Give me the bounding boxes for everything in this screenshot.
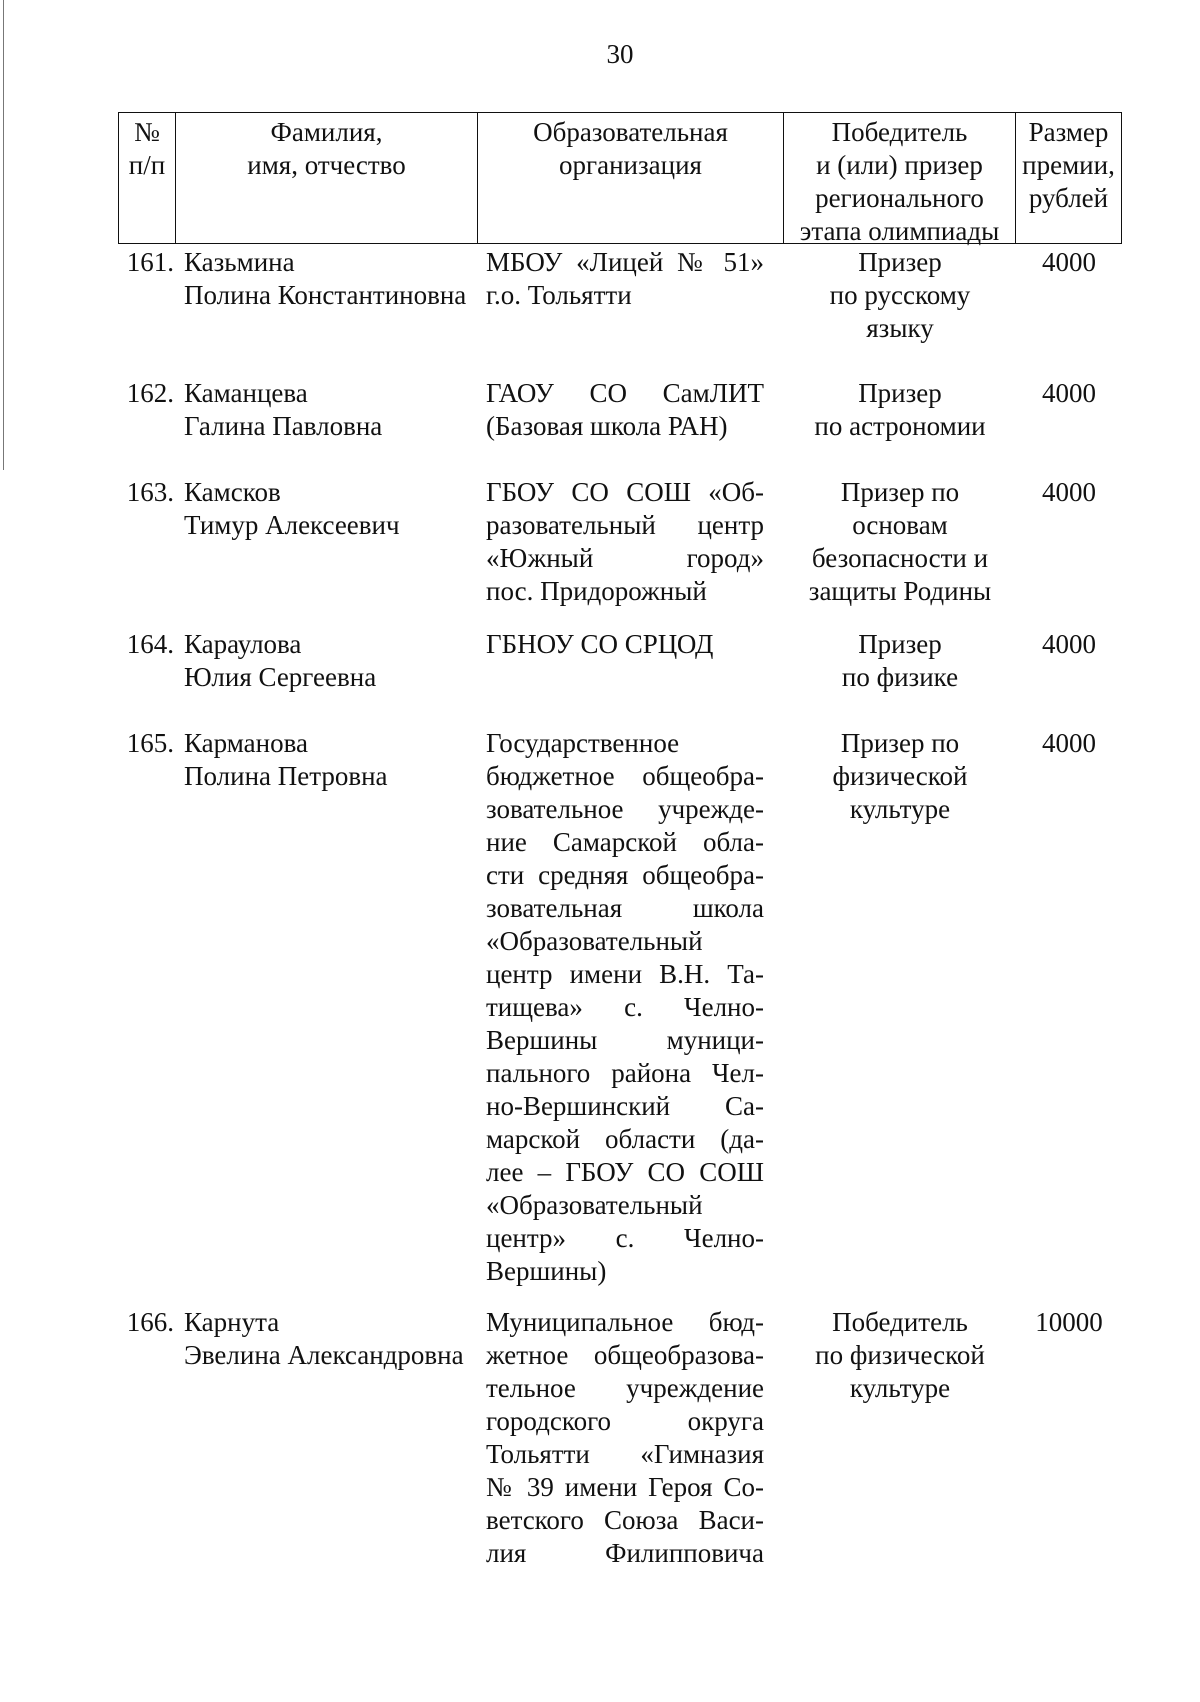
organization: МБОУ «Лицей № 51» г.о. Тольятти bbox=[486, 247, 764, 310]
organization: ГБОУ СО СОШ «Об- разовательный центр «Южный город» пос. Придорожный bbox=[486, 477, 764, 606]
organization: ГБНОУ СО СРЦОД bbox=[486, 629, 714, 659]
full-name: Каманцева Галина Павловна bbox=[184, 378, 383, 441]
prize-amount: 4000 bbox=[1042, 378, 1096, 408]
row-number: 166. bbox=[126, 1307, 174, 1337]
award: Призер по физической культуре bbox=[832, 728, 968, 824]
row-number: 164. bbox=[126, 629, 174, 659]
full-name: Камсков Тимур Алексеевич bbox=[184, 477, 400, 540]
award: Победитель по физической культуре bbox=[815, 1307, 985, 1403]
prize-amount: 4000 bbox=[1042, 629, 1096, 659]
prize-amount: 10000 bbox=[1035, 1307, 1103, 1337]
header-num: № п/п bbox=[128, 117, 166, 180]
header-award: Победитель и (или) призер регионального этапа олимпиады bbox=[783, 113, 1015, 243]
full-name: Казьмина Полина Константиновна bbox=[184, 247, 467, 310]
row-number: 163. bbox=[126, 477, 174, 507]
award: Призер по русскому языку bbox=[829, 247, 971, 343]
full-name: Карнута Эвелина Александровна bbox=[184, 1307, 464, 1370]
header-org: Образовательная организация bbox=[477, 113, 783, 243]
table-header bbox=[118, 112, 1122, 244]
organization: ГАОУ СО СамЛИТ (Базовая школа РАН) bbox=[486, 378, 764, 441]
organization: Муниципальное бюд- жетное общеобразова- тельное учреждение городского округа Тольятти «Гимназия № 39 имени Героя Со- ветского Союза Васи- лия Филипповича bbox=[486, 1307, 764, 1568]
full-name: Карманова Полина Петровна bbox=[184, 728, 388, 791]
prize-amount: 4000 bbox=[1042, 477, 1096, 507]
award: Призер по физике bbox=[841, 629, 959, 692]
organization: Государственное бюджетное общеобра- зовательное учрежде- ние Самарской обла- сти средняя общеобра- зовательная школа «Образовательный центр имени В.Н. Та- тищева» с. Челно- Вершины муници- пального района Чел- но-Вершинский Са- марской области (да- лее – ГБОУ СО СОШ «Образовательный центр» с. Челно- Вершины) bbox=[486, 728, 764, 1286]
page-number: 30 bbox=[606, 39, 634, 69]
row-number: 165. bbox=[126, 728, 174, 758]
row-number: 162. bbox=[126, 378, 174, 408]
prize-amount: 4000 bbox=[1042, 728, 1096, 758]
prize-amount: 4000 bbox=[1042, 247, 1096, 277]
award: Призер по основам безопасности и защиты Родины bbox=[808, 477, 992, 606]
header-fio: Фамилия, имя, отчество bbox=[175, 113, 477, 243]
full-name: Караулова Юлия Сергеевна bbox=[184, 629, 377, 692]
row-number: 161. bbox=[126, 247, 174, 277]
award: Призер по астрономии bbox=[814, 378, 986, 441]
header-prize: Размер премии, рублей bbox=[1015, 113, 1121, 243]
